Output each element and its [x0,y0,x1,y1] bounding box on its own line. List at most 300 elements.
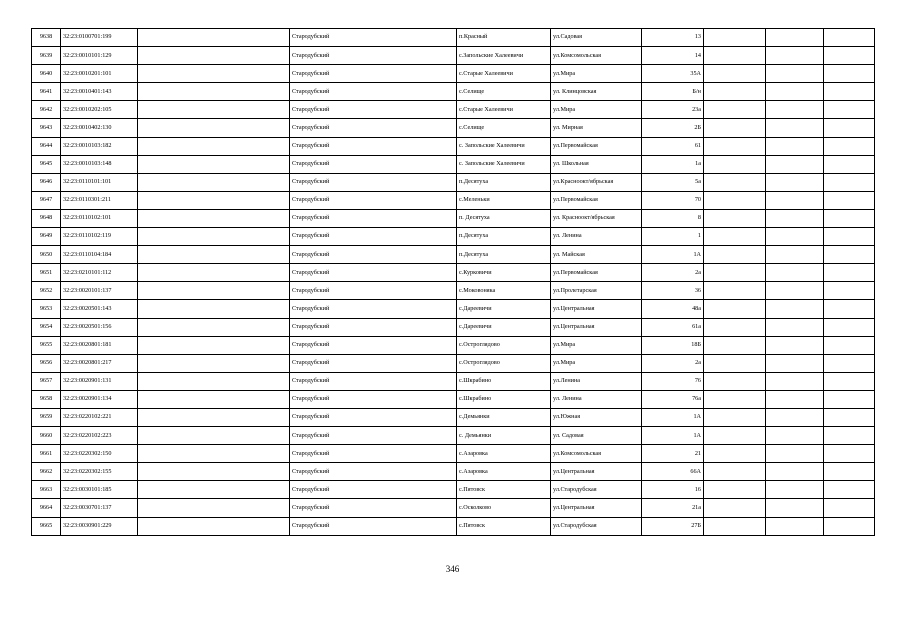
settlement-cell: с.Курковичи [457,264,551,282]
empty-cell [138,246,290,264]
street-cell: ул. Мирная [551,119,642,137]
empty-cell [704,191,766,209]
settlement-cell: с.Старые Халеевичи [457,101,551,119]
empty-cell [824,336,875,354]
district-cell: Стародубский [290,137,457,155]
table-row [32,83,875,101]
empty-cell [766,155,824,173]
district-cell: Стародубский [290,336,457,354]
street-cell: ул. Ленина [551,390,642,408]
record-number-cell: 9664 [32,499,61,517]
empty-cell [704,246,766,264]
empty-cell [704,408,766,426]
table-row [32,29,875,47]
empty-cell [704,354,766,372]
empty-cell [138,300,290,318]
empty-cell [138,119,290,137]
empty-cell [704,264,766,282]
table-row [32,481,875,499]
house-number-cell: Б/н [642,83,704,101]
house-number-cell: 1А [642,408,704,426]
record-number-cell: 9658 [32,390,61,408]
empty-cell [824,354,875,372]
empty-cell [138,390,290,408]
settlement-cell: с.Шкрабино [457,390,551,408]
record-number-cell: 9653 [32,300,61,318]
empty-cell [766,191,824,209]
street-cell: ул. Ленина [551,228,642,246]
empty-cell [704,83,766,101]
house-number-cell: 66А [642,463,704,481]
house-number-cell: 1А [642,246,704,264]
cadastral-number-cell: 32:23:0220102:223 [61,427,138,445]
empty-cell [138,481,290,499]
house-number-cell: 23а [642,101,704,119]
empty-cell [766,29,824,47]
empty-cell [766,119,824,137]
street-cell: ул.Первомайская [551,191,642,209]
empty-cell [824,228,875,246]
district-cell: Стародубский [290,300,457,318]
empty-cell [824,173,875,191]
cadastral-number-cell: 32:23:0010201:101 [61,65,138,83]
empty-cell [824,155,875,173]
empty-cell [138,264,290,282]
table-row [32,445,875,463]
settlement-cell: с.Остроглядово [457,354,551,372]
settlement-cell: п. Десятуха [457,209,551,227]
record-number-cell: 9646 [32,173,61,191]
district-cell: Стародубский [290,191,457,209]
record-number-cell: 9659 [32,408,61,426]
empty-cell [766,463,824,481]
settlement-cell: п.Красный [457,29,551,47]
record-number-cell: 9643 [32,119,61,137]
house-number-cell: 36 [642,282,704,300]
empty-cell [766,209,824,227]
district-cell: Стародубский [290,390,457,408]
cadastral-number-cell: 32:23:0010103:182 [61,137,138,155]
house-number-cell: 2а [642,354,704,372]
cadastral-number-cell: 32:23:0110301:211 [61,191,138,209]
settlement-cell: с.Моковоняка [457,282,551,300]
table-row [32,47,875,65]
empty-cell [766,445,824,463]
empty-cell [766,372,824,390]
street-cell: ул.Комсомольская [551,47,642,65]
district-cell: Стародубский [290,29,457,47]
empty-cell [824,390,875,408]
cadastral-number-cell: 32:23:0020901:131 [61,372,138,390]
record-number-cell: 9662 [32,463,61,481]
house-number-cell: 35А [642,65,704,83]
empty-cell [704,427,766,445]
house-number-cell: 18Б [642,336,704,354]
record-number-cell: 9654 [32,318,61,336]
record-number-cell: 9650 [32,246,61,264]
district-cell: Стародубский [290,101,457,119]
cadastral-number-cell: 32:23:0030901:229 [61,517,138,535]
street-cell: ул. Майская [551,246,642,264]
street-cell: ул.Ленина [551,372,642,390]
settlement-cell: с.Демьянки [457,408,551,426]
house-number-cell: 8 [642,209,704,227]
table-row [32,318,875,336]
empty-cell [138,29,290,47]
cadastral-number-cell: 32:23:0110102:119 [61,228,138,246]
empty-cell [824,137,875,155]
house-number-cell: 2а [642,264,704,282]
empty-cell [138,445,290,463]
empty-cell [138,209,290,227]
record-number-cell: 9665 [32,517,61,535]
district-cell: Стародубский [290,499,457,517]
house-number-cell: 48а [642,300,704,318]
empty-cell [766,390,824,408]
district-cell: Стародубский [290,372,457,390]
house-number-cell: 1А [642,427,704,445]
settlement-cell: с.Шкрабино [457,372,551,390]
empty-cell [766,101,824,119]
house-number-cell: 21 [642,445,704,463]
street-cell: ул.Стародубская [551,481,642,499]
settlement-cell: с.Селище [457,83,551,101]
empty-cell [138,517,290,535]
district-cell: Стародубский [290,246,457,264]
record-number-cell: 9649 [32,228,61,246]
street-cell: ул.Садовая [551,29,642,47]
empty-cell [704,65,766,83]
table-row [32,65,875,83]
district-cell: Стародубский [290,119,457,137]
empty-cell [824,445,875,463]
street-cell: ул. Садовая [551,427,642,445]
street-cell: ул.Центральная [551,300,642,318]
district-cell: Стародубский [290,408,457,426]
settlement-cell: с. Демьянки [457,427,551,445]
empty-cell [704,209,766,227]
empty-cell [138,155,290,173]
empty-cell [766,427,824,445]
empty-cell [824,499,875,517]
table-row [32,300,875,318]
empty-cell [138,173,290,191]
empty-cell [704,318,766,336]
cadastral-number-cell: 32:23:0010103:148 [61,155,138,173]
empty-cell [766,336,824,354]
street-cell: ул.Южная [551,408,642,426]
house-number-cell: 76 [642,372,704,390]
empty-cell [138,101,290,119]
empty-cell [704,137,766,155]
district-cell: Стародубский [290,318,457,336]
cadastral-number-cell: 32:23:0210101:112 [61,264,138,282]
settlement-cell: п.Десятуха [457,173,551,191]
empty-cell [824,246,875,264]
cadastral-number-cell: 32:23:0010402:130 [61,119,138,137]
record-number-cell: 9645 [32,155,61,173]
settlement-cell: с.Старые Халеевичи [457,65,551,83]
empty-cell [704,481,766,499]
empty-cell [704,336,766,354]
street-cell: ул. Красноокт/ябрьская [551,209,642,227]
empty-cell [766,282,824,300]
settlement-cell: с. Запольские Халеевичи [457,137,551,155]
street-cell: ул.Центральная [551,318,642,336]
table-row [32,228,875,246]
empty-cell [824,264,875,282]
empty-cell [704,228,766,246]
street-cell: ул.Первомайская [551,137,642,155]
district-cell: Стародубский [290,264,457,282]
house-number-cell: 1а [642,155,704,173]
district-cell: Стародубский [290,481,457,499]
settlement-cell: с.Азаровка [457,445,551,463]
table-row [32,372,875,390]
settlement-cell: с.Дареевичи [457,300,551,318]
settlement-cell: с.Осколково [457,499,551,517]
empty-cell [138,137,290,155]
table-row [32,137,875,155]
district-cell: Стародубский [290,463,457,481]
street-cell: ул.Центральная [551,499,642,517]
settlement-cell: с. Запольские Халеевичи [457,155,551,173]
empty-cell [766,47,824,65]
empty-cell [824,318,875,336]
empty-cell [138,354,290,372]
house-number-cell: 1 [642,228,704,246]
empty-cell [766,499,824,517]
table-row [32,101,875,119]
record-number-cell: 9640 [32,65,61,83]
empty-cell [766,300,824,318]
house-number-cell: 16 [642,481,704,499]
cadastral-number-cell: 32:23:0010101:129 [61,47,138,65]
empty-cell [704,517,766,535]
record-number-cell: 9651 [32,264,61,282]
empty-cell [824,427,875,445]
settlement-cell: п.Десятуха [457,228,551,246]
empty-cell [824,209,875,227]
empty-cell [766,246,824,264]
table-row [32,336,875,354]
empty-cell [704,119,766,137]
empty-cell [824,119,875,137]
cadastral-number-cell: 32:23:0220302:155 [61,463,138,481]
settlement-cell: с.Меленьки [457,191,551,209]
street-cell: ул.Мира [551,101,642,119]
empty-cell [766,354,824,372]
empty-cell [824,191,875,209]
table-row [32,264,875,282]
table-row [32,390,875,408]
settlement-cell: с.Пятовск [457,517,551,535]
empty-cell [824,408,875,426]
street-cell: ул.Мира [551,65,642,83]
record-number-cell: 9647 [32,191,61,209]
table-row [32,408,875,426]
empty-cell [766,83,824,101]
empty-cell [824,282,875,300]
street-cell: ул.Красноокт/ябрьская [551,173,642,191]
empty-cell [138,463,290,481]
cadastral-number-cell: 32:23:0110104:184 [61,246,138,264]
table-row [32,209,875,227]
district-cell: Стародубский [290,517,457,535]
district-cell: Стародубский [290,445,457,463]
empty-cell [138,372,290,390]
empty-cell [138,318,290,336]
cadastral-number-cell: 32:23:0100701:199 [61,29,138,47]
district-cell: Стародубский [290,155,457,173]
record-number-cell: 9639 [32,47,61,65]
record-number-cell: 9638 [32,29,61,47]
cadastral-number-cell: 32:23:0110102:101 [61,209,138,227]
empty-cell [766,228,824,246]
record-number-cell: 9655 [32,336,61,354]
table-row [32,499,875,517]
empty-cell [824,481,875,499]
street-cell: ул.Мира [551,354,642,372]
cadastral-number-cell: 32:23:0020101:137 [61,282,138,300]
district-cell: Стародубский [290,173,457,191]
empty-cell [704,300,766,318]
district-cell: Стародубский [290,427,457,445]
district-cell: Стародубский [290,209,457,227]
empty-cell [824,372,875,390]
house-number-cell: 70 [642,191,704,209]
cadastral-number-cell: 32:23:0020901:134 [61,390,138,408]
empty-cell [138,336,290,354]
cadastral-number-cell: 32:23:0030701:137 [61,499,138,517]
empty-cell [766,517,824,535]
house-number-cell: 27Б [642,517,704,535]
cadastral-number-cell: 32:23:0030101:185 [61,481,138,499]
empty-cell [766,318,824,336]
cadastral-number-cell: 32:23:0020801:217 [61,354,138,372]
cadastral-number-cell: 32:23:0010401:143 [61,83,138,101]
street-cell: ул.Мира [551,336,642,354]
settlement-cell: с.Селище [457,119,551,137]
empty-cell [138,83,290,101]
district-cell: Стародубский [290,354,457,372]
table-row [32,282,875,300]
cadastral-number-cell: 32:23:0110101:101 [61,173,138,191]
empty-cell [766,481,824,499]
cadastral-number-cell: 32:23:0020501:143 [61,300,138,318]
record-number-cell: 9641 [32,83,61,101]
empty-cell [824,517,875,535]
empty-cell [138,65,290,83]
table-row [32,173,875,191]
district-cell: Стародубский [290,83,457,101]
district-cell: Стародубский [290,47,457,65]
empty-cell [704,47,766,65]
empty-cell [824,463,875,481]
empty-cell [824,300,875,318]
table-row [32,119,875,137]
district-cell: Стародубский [290,228,457,246]
empty-cell [824,65,875,83]
empty-cell [824,47,875,65]
table-row [32,155,875,173]
district-cell: Стародубский [290,65,457,83]
empty-cell [704,390,766,408]
empty-cell [704,372,766,390]
record-number-cell: 9657 [32,372,61,390]
empty-cell [138,282,290,300]
empty-cell [704,155,766,173]
table-row [32,517,875,535]
empty-cell [766,408,824,426]
cadastral-number-cell: 32:23:0220302:150 [61,445,138,463]
street-cell: ул.Центральная [551,463,642,481]
empty-cell [766,173,824,191]
street-cell: ул.Стародубская [551,517,642,535]
record-number-cell: 9648 [32,209,61,227]
house-number-cell: 5а [642,173,704,191]
street-cell: ул. Школьная [551,155,642,173]
settlement-cell: с.Пятовск [457,481,551,499]
house-number-cell: 21а [642,499,704,517]
street-cell: ул.Первомайская [551,264,642,282]
empty-cell [704,29,766,47]
empty-cell [824,29,875,47]
house-number-cell: 76а [642,390,704,408]
record-number-cell: 9663 [32,481,61,499]
record-number-cell: 9652 [32,282,61,300]
street-cell: ул.Пролетарская [551,282,642,300]
empty-cell [766,137,824,155]
table-row [32,354,875,372]
record-number-cell: 9656 [32,354,61,372]
empty-cell [138,47,290,65]
table-row [32,427,875,445]
empty-cell [704,101,766,119]
cadastral-number-cell: 32:23:0220102:221 [61,408,138,426]
record-number-cell: 9644 [32,137,61,155]
settlement-cell: с.Дареевичи [457,318,551,336]
empty-cell [704,463,766,481]
record-number-cell: 9660 [32,427,61,445]
table-row [32,463,875,481]
empty-cell [138,191,290,209]
empty-cell [704,445,766,463]
empty-cell [704,173,766,191]
settlement-cell: с.Запольские Халеевичи [457,47,551,65]
registry-table [31,28,875,536]
street-cell: ул. Клинцовская [551,83,642,101]
settlement-cell: с.Азаровка [457,463,551,481]
page-number: 346 [445,564,460,574]
record-number-cell: 9661 [32,445,61,463]
house-number-cell: 13 [642,29,704,47]
settlement-cell: п.Десятуха [457,246,551,264]
record-number-cell: 9642 [32,101,61,119]
empty-cell [824,83,875,101]
table-row [32,191,875,209]
table-row [32,246,875,264]
empty-cell [766,65,824,83]
empty-cell [824,101,875,119]
empty-cell [138,228,290,246]
settlement-cell: с.Остроглядово [457,336,551,354]
empty-cell [766,264,824,282]
cadastral-number-cell: 32:23:0020801:181 [61,336,138,354]
cadastral-number-cell: 32:23:0010202:105 [61,101,138,119]
empty-cell [704,499,766,517]
empty-cell [138,408,290,426]
